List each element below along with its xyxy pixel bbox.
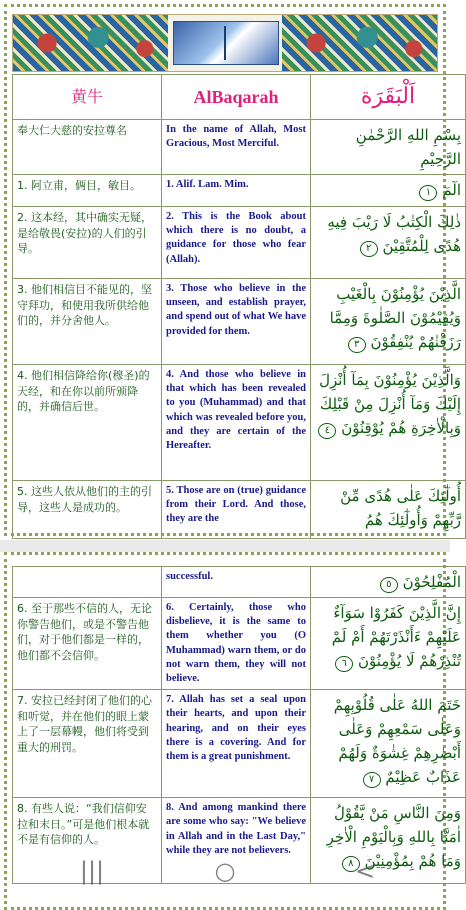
arabic-verse (311, 690, 466, 798)
translation-table (12, 566, 466, 884)
verse-row (13, 567, 466, 598)
english-translation: successful. (162, 567, 311, 598)
translation-table (12, 74, 466, 539)
chinese-translation: 5. 这些人依从他们的主的引导，这些人是成功的。 (13, 481, 162, 539)
chinese-translation: 7. 安拉已经封闭了他们的心和听觉，并在他们的眼上蒙上了一层幕幔，他们将受到重大的刑罚。 (13, 690, 162, 798)
verse-number-marker: ٨ (342, 856, 360, 872)
home-button[interactable] (205, 856, 245, 886)
recents-icon: ||| (79, 857, 105, 885)
arabic-verse (311, 481, 466, 539)
arabic-text: وَالَّذِيْنَ يُؤْمِنُوْنَ بِمَآ أُنْزِلَ إِلَيْكَ وَمَآ أُنْزِلَ مِنْ قَبْلِكَ وَبِالْاٰخِرَةِ هُمْ يُوْقِنُوْنَ (319, 371, 461, 437)
back-button[interactable] (345, 856, 385, 886)
arabic-verse (311, 598, 466, 690)
header-banner (12, 14, 438, 72)
arabic-text: بِسْمِ اللهِ الرَّحْمٰنِ الرَّحِيْمِ (355, 126, 461, 168)
verse-row (13, 365, 466, 481)
arabic-verse (311, 207, 466, 279)
english-translation: 8. And among mankind there are some who say: "We believe in Allah and in the Last Day," while they are not believers. (162, 798, 311, 884)
arabic-text: الٓمٓ (442, 181, 461, 199)
chinese-translation (13, 567, 162, 598)
column-header-english: AlBaqarah (162, 75, 311, 120)
arabic-verse (311, 279, 466, 365)
verse-row (13, 207, 466, 279)
english-translation: 2. This is the Book about which there is no doubt, a guidance for those who fear (Allah). (162, 207, 311, 279)
chinese-translation: 8. 有些人说：“我们信仰安拉和末日。”可是他们根本就不是有信仰的人。 (13, 798, 162, 884)
english-translation: 1. Alif. Lam. Mim. (162, 175, 311, 207)
back-icon: < (354, 857, 376, 885)
home-icon: ○ (214, 857, 236, 885)
english-translation: 4. And those who believe in that which has been revealed to you (Muhammad) and that which was revealed before you, and they are certain of the Hereafter. (162, 365, 311, 481)
english-translation: 6. Certainly, those who disbelieve, it is the same to them whether you (O Muhammad) warn them, or do not warn them, they will not believe. (162, 598, 311, 690)
verse-row (13, 598, 466, 690)
column-header-chinese: 黄牛 (13, 75, 162, 120)
column-header-arabic: اَلْبَقَرَة (311, 75, 466, 120)
right-ornament (282, 15, 437, 71)
verse-number-marker: ٥ (380, 577, 398, 593)
arabic-text: إِنَّ الَّذِيْنَ كَفَرُوْا سَوَآءٌ عَلَيْهِمْ ءَأَنْذَرْتَهُمْ أَمْ لَمْ تُنْذِرْهُمْ لَا يُؤْمِنُوْنَ (331, 604, 461, 670)
verse-row (13, 279, 466, 365)
arabic-verse (311, 567, 466, 598)
verse-row (13, 120, 466, 175)
verse-number-marker: ٢ (360, 241, 378, 257)
english-translation: In the name of Allah, Most Gracious, Most Merciful. (162, 120, 311, 175)
chinese-translation: 1. 阿立甫，俩目，敏目。 (13, 175, 162, 207)
arabic-text: وَمِنَ النَّاسِ مَنْ يَّقُوْلُ اٰمَنَّا بِاللهِ وَبِالْيَوْمِ الْاٰخِرِ وَمَا هُمْ بِمُؤْمِنِيْنَ (326, 804, 461, 871)
verse-number-marker: ١ (419, 185, 437, 201)
verse-number-marker: ٤ (318, 423, 336, 439)
arabic-verse (311, 365, 466, 481)
recents-button[interactable] (72, 856, 112, 886)
chinese-translation: 6. 至于那些不信的人，无论你警告他们，或是不警告他们，对于他们都是一样的，他们都不会信仰。 (13, 598, 162, 690)
arabic-text: أُولٰٓئِكَ عَلٰى هُدًى مِّنْ رَّبِّهِمْ وَأُولٰٓئِكَ هُمُ (340, 487, 461, 529)
arabic-verse (311, 175, 466, 207)
chinese-translation: 4. 他们相信降给你(穆圣)的天经，和在你以前所颁降的，并确信后世。 (13, 365, 162, 481)
chinese-translation: 2. 这本经，其中确实无疑，是给敬畏(安拉)的人们的引导。 (13, 207, 162, 279)
english-translation: 3. Those who believe in the unseen, and establish prayer, and spend out of what We have provided for them. (162, 279, 311, 365)
table-header-row (13, 75, 466, 120)
quran-book-icon (173, 21, 279, 65)
arabic-verse (311, 120, 466, 175)
system-navigation-bar (0, 848, 450, 894)
verse-row (13, 481, 466, 539)
english-translation: 7. Allah has set a seal upon their hearts, and upon their hearing, and on their eyes there is a covering. And for them is a great punishment. (162, 690, 311, 798)
verse-row (13, 690, 466, 798)
verse-number-marker: ٧ (363, 772, 381, 788)
arabic-text: الْمُفْلِحُوْنَ (402, 573, 461, 591)
verse-number-marker: ٣ (348, 337, 366, 353)
verse-number-marker: ٦ (335, 656, 353, 672)
arabic-text: خَتَمَ اللهُ عَلٰى قُلُوْبِهِمْ وَعَلٰى سَمْعِهِمْ وَعَلٰى أَبْصٰرِهِمْ غِشٰوَةٌ وَلَهُمْ عَذَابٌ عَظِيْمٌ (333, 696, 461, 787)
left-ornament (13, 15, 168, 71)
chinese-translation: 3. 他们相信目不能见的，坚守拜功，和使用我所供给他们的，并分舍他人。 (13, 279, 162, 365)
arabic-text: الَّذِيْنَ يُؤْمِنُوْنَ بِالْغَيْبِ وَيُقِيْمُوْنَ الصَّلٰوةَ وَمِمَّا رَزَقْنٰهُمْ يُنْفِقُوْنَ (329, 285, 461, 351)
verse-row (13, 175, 466, 207)
chinese-translation: 奉大仁大慈的安拉尊名 (13, 120, 162, 175)
arabic-text: ذٰلِكَ الْكِتٰبُ لَا رَيْبَ فِيهِ هُدًى لِلْمُتَّقِيْنَ (327, 213, 461, 255)
page-separator (0, 540, 450, 552)
english-translation: 5. Those are on (true) guidance from their Lord. And those, they are the (162, 481, 311, 539)
